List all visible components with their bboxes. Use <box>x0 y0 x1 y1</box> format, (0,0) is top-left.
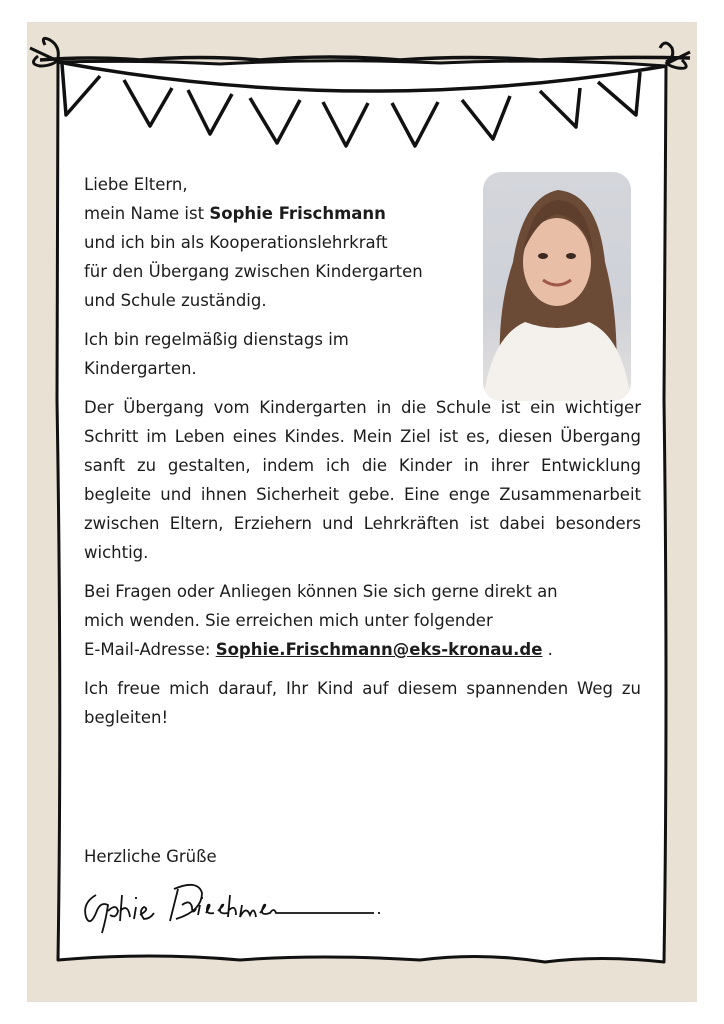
closing-text: Herzliche Grüße <box>84 847 217 866</box>
contact-text: E-Mail-Adresse: <box>84 640 216 659</box>
intro-text: für den Übergang zwischen Kindergarten <box>84 262 423 281</box>
contact-paragraph <box>84 577 641 664</box>
schedule-paragraph <box>84 325 464 383</box>
schedule-text: Ich bin regelmäßig dienstags im <box>84 330 349 349</box>
letter-body <box>84 170 641 742</box>
schedule-text: Kindergarten. <box>84 359 197 378</box>
transition-paragraph: Der Übergang vom Kindergarten in die Schule ist ein wichtiger Schritt im Leben eines Kindes. Mein Ziel ist es, diesen Übergang sanft zu gestalten, indem ich die Kinder in ihrer Entwicklung begleite und ihnen Sicherheit gebe. Eine enge Zusammenarbeit zwischen Eltern, Erziehern und Lehrkräften ist dabei besonders wichtig. <box>84 398 641 562</box>
email-link[interactable]: Sophie.Frischmann@eks-kronau.de <box>215 640 543 659</box>
contact-text: mich wenden. Sie erreichen mich unter folgender <box>84 611 493 630</box>
bow-knot-left-icon <box>30 38 62 66</box>
outlook-paragraph: Ich freue mich darauf, Ihr Kind auf diesem spannenden Weg zu begleiten! <box>84 679 641 727</box>
intro-text: mein Name ist <box>84 204 210 223</box>
author-name: Sophie Frischmann <box>209 204 386 223</box>
intro-block <box>84 170 464 383</box>
contact-text: . <box>542 640 553 659</box>
greeting: Liebe Eltern, <box>84 175 188 194</box>
intro-paragraph <box>84 170 464 315</box>
intro-text: und ich bin als Kooperationslehrkraft <box>84 233 388 252</box>
contact-text: Bei Fragen oder Anliegen können Sie sich gerne direkt an <box>84 582 558 601</box>
handwritten-signature <box>78 875 388 935</box>
intro-text: und Schule zuständig. <box>84 291 267 310</box>
